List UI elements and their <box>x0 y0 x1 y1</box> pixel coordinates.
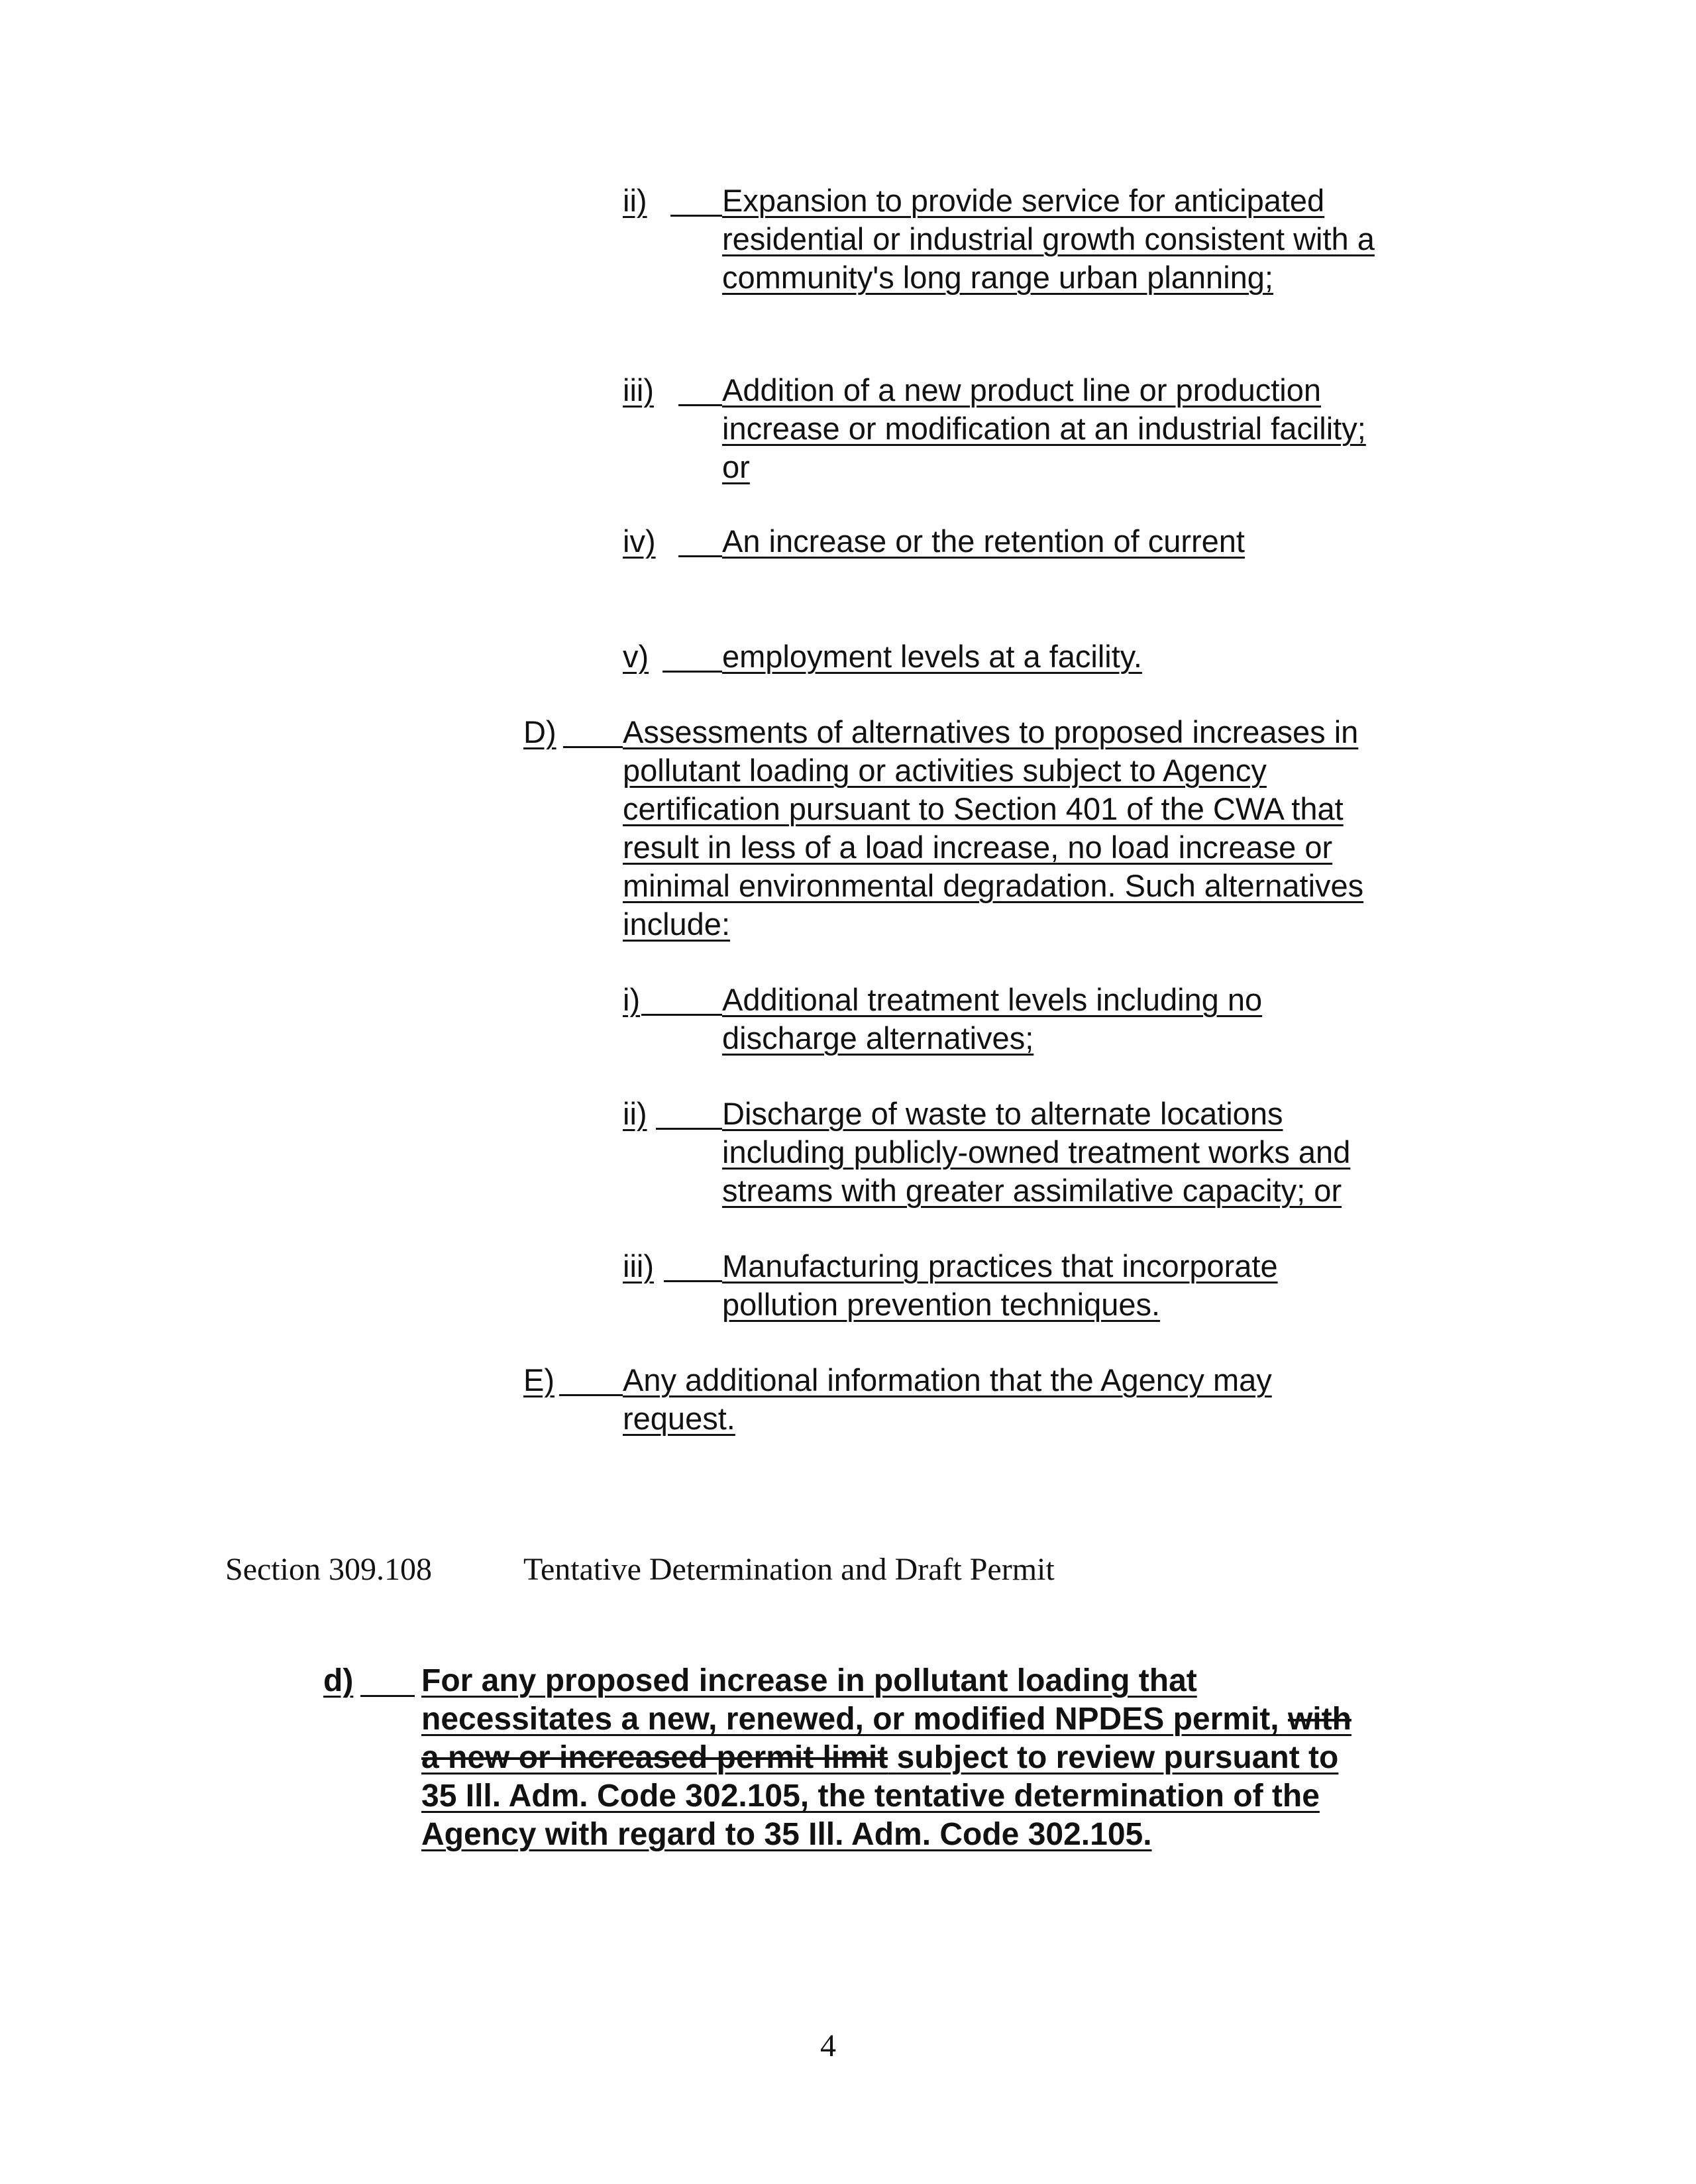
struck-text: a new or increased permit limit <box>421 1740 888 1775</box>
item-label: iii) <box>623 1248 654 1283</box>
item-text: Expansion to provide service for anticipated residential or industrial growth consistent with a community's long range urban planning; <box>722 183 1375 295</box>
item-label: ii) <box>623 1096 647 1131</box>
section-title: Tentative Determination and Draft Permit <box>523 1552 1055 1587</box>
item-text: Additional treatment levels including no discharge alternatives; <box>722 982 1263 1056</box>
item-text: Manufacturing practices that incorporate pollution prevention techniques. <box>722 1248 1278 1322</box>
item-label: D) <box>523 714 556 749</box>
item-label: v) <box>623 639 649 674</box>
item-text: Discharge of waste to alternate locations including publicly-owned treatment works and streams with greater assimilative capacity; or <box>722 1096 1351 1208</box>
paragraph-label: d) <box>323 1663 354 1698</box>
item-label: ii) <box>623 183 647 218</box>
item-label: iii) <box>623 372 654 408</box>
struck-text: with <box>1287 1702 1352 1737</box>
section-number: Section 309.108 <box>225 1552 432 1587</box>
item-text: Addition of a new product line or production increase or modification at an industrial facility; or <box>722 372 1366 484</box>
item-label: iv) <box>623 523 656 559</box>
item-label: E) <box>523 1362 555 1397</box>
paragraph-text: For any proposed increase in pollutant loading that necessitates a new, renewed, or modified NPDES permit, with a new or increased permit limit subject to review pursuant to 35 Ill. Adm. Code 302.105, the tentative determination of the Agency with regard to 35 Ill. Adm. Code 302.105. <box>421 1663 1352 1852</box>
item-text: Assessments of alternatives to proposed increases in pollutant loading or activities subject to Agency certification pursuant to Section 401 of the CWA that result in less of a load increase, no load increase or minimal environmental degradation. Such alternatives include: <box>623 714 1364 942</box>
item-text: Any additional information that the Agency may request. <box>623 1362 1272 1436</box>
item-text: employment levels at a facility. <box>722 639 1142 674</box>
item-label: i) <box>623 982 641 1017</box>
item-text: An increase or the retention of current <box>722 523 1245 559</box>
page-number: 4 <box>820 2028 836 2063</box>
